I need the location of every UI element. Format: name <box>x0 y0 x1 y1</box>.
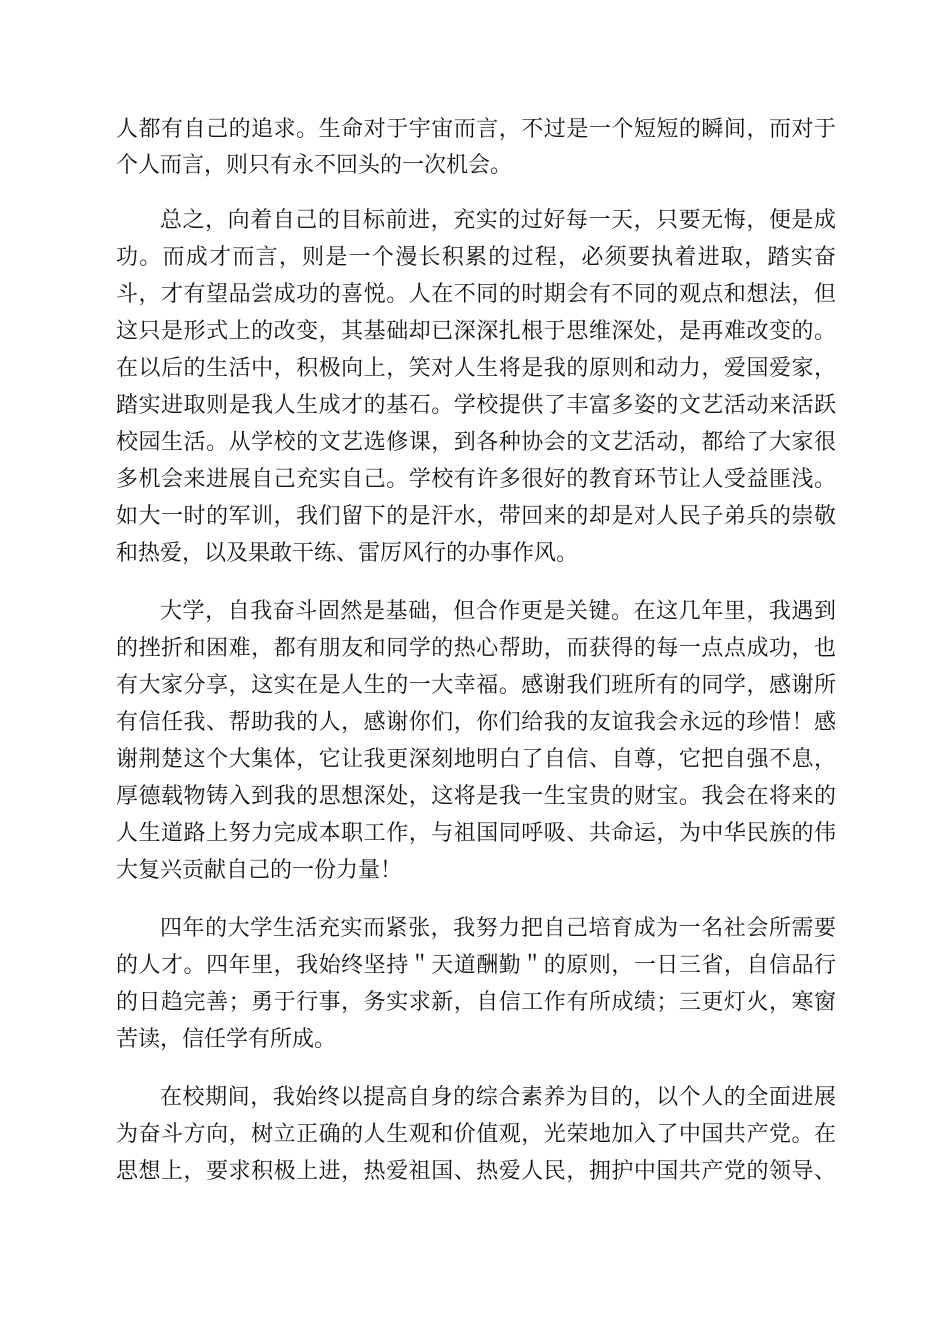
text-line: 和热爱，以及果敢干练、雷厉风行的办事作风。 <box>116 541 579 566</box>
text-line: 总之，向着自己的目标前进，充实的过好每一天，只要无悔，便是成 <box>160 208 836 233</box>
text-line: 这只是形式上的改变，其基础却已深深扎根于思维深处，是再难改变的。 <box>116 319 836 344</box>
text-line: 的日趋完善；勇于行事，务实求新，自信工作有所成绩；三更灯火，寒窗 <box>116 990 836 1015</box>
text-line: 有大家分享，这实在是人生的一大幸福。感谢我们班所有的同学，感谢所 <box>116 673 836 698</box>
text-line: 踏实进取则是我人生成才的基石。学校提供了丰富多姿的文艺活动来活跃 <box>116 393 836 418</box>
text-line: 思想上，要求积极上进，热爱祖国、热爱人民，拥护中国共产党的领导、 <box>116 1159 836 1184</box>
text-line: 为奋斗方向，树立正确的人生观和价值观，光荣地加入了中国共产党。在 <box>116 1122 836 1147</box>
text-line: 校园生活。从学校的文艺选修课，到各种协会的文艺活动，都给了大家很 <box>116 430 836 455</box>
text-line: 多机会来进展自己充实自己。学校有许多很好的教育环节让人受益匪浅。 <box>116 467 836 492</box>
text-line: 的挫折和困难，都有朋友和同学的热心帮助，而获得的每一点点成功，也 <box>116 636 836 661</box>
text-line: 人都有自己的追求。生命对于宇宙而言，不过是一个短短的瞬间，而对于 <box>116 117 836 142</box>
text-line: 大学，自我奋斗固然是基础，但合作更是关键。在这几年里，我遇到 <box>160 599 836 624</box>
text-line: 四年的大学生活充实而紧张，我努力把自己培育成为一名社会所需要 <box>160 916 836 941</box>
text-line: 在以后的生活中，积极向上，笑对人生将是我的原则和动力，爱国爱家， <box>116 356 836 381</box>
text-line: 在校期间，我始终以提高自身的综合素养为目的，以个人的全面进展 <box>160 1085 836 1110</box>
text-line: 厚德载物铸入到我的思想深处，这将是我一生宝贵的财宝。我会在将来的 <box>116 784 836 809</box>
text-line: 的人才。四年里，我始终坚持＂天道酬勤＂的原则，一日三省，自信品行 <box>116 953 836 978</box>
text-line: 谢荆楚这个大集体，它让我更深刻地明白了自信、自尊，它把自强不息， <box>116 747 836 772</box>
text-line: 有信任我、帮助我的人，感谢你们，你们给我的友谊我会永远的珍惜！感 <box>116 710 836 735</box>
text-line: 苦读，信任学有所成。 <box>116 1027 337 1052</box>
text-line: 如大一时的军训，我们留下的是汗水，带回来的却是对人民子弟兵的崇敬 <box>116 504 836 529</box>
text-line: 大复兴贡献自己的一份力量！ <box>116 858 403 883</box>
text-line: 斗，才有望品尝成功的喜悦。人在不同的时期会有不同的观点和想法，但 <box>116 282 836 307</box>
text-line: 个人而言，则只有永不回头的一次机会。 <box>116 153 513 178</box>
text-line: 人生道路上努力完成本职工作，与祖国同呼吸、共命运，为中华民族的伟 <box>116 821 836 846</box>
text-line: 功。而成才而言，则是一个漫长积累的过程，必须要执着进取，踏实奋 <box>116 245 836 270</box>
